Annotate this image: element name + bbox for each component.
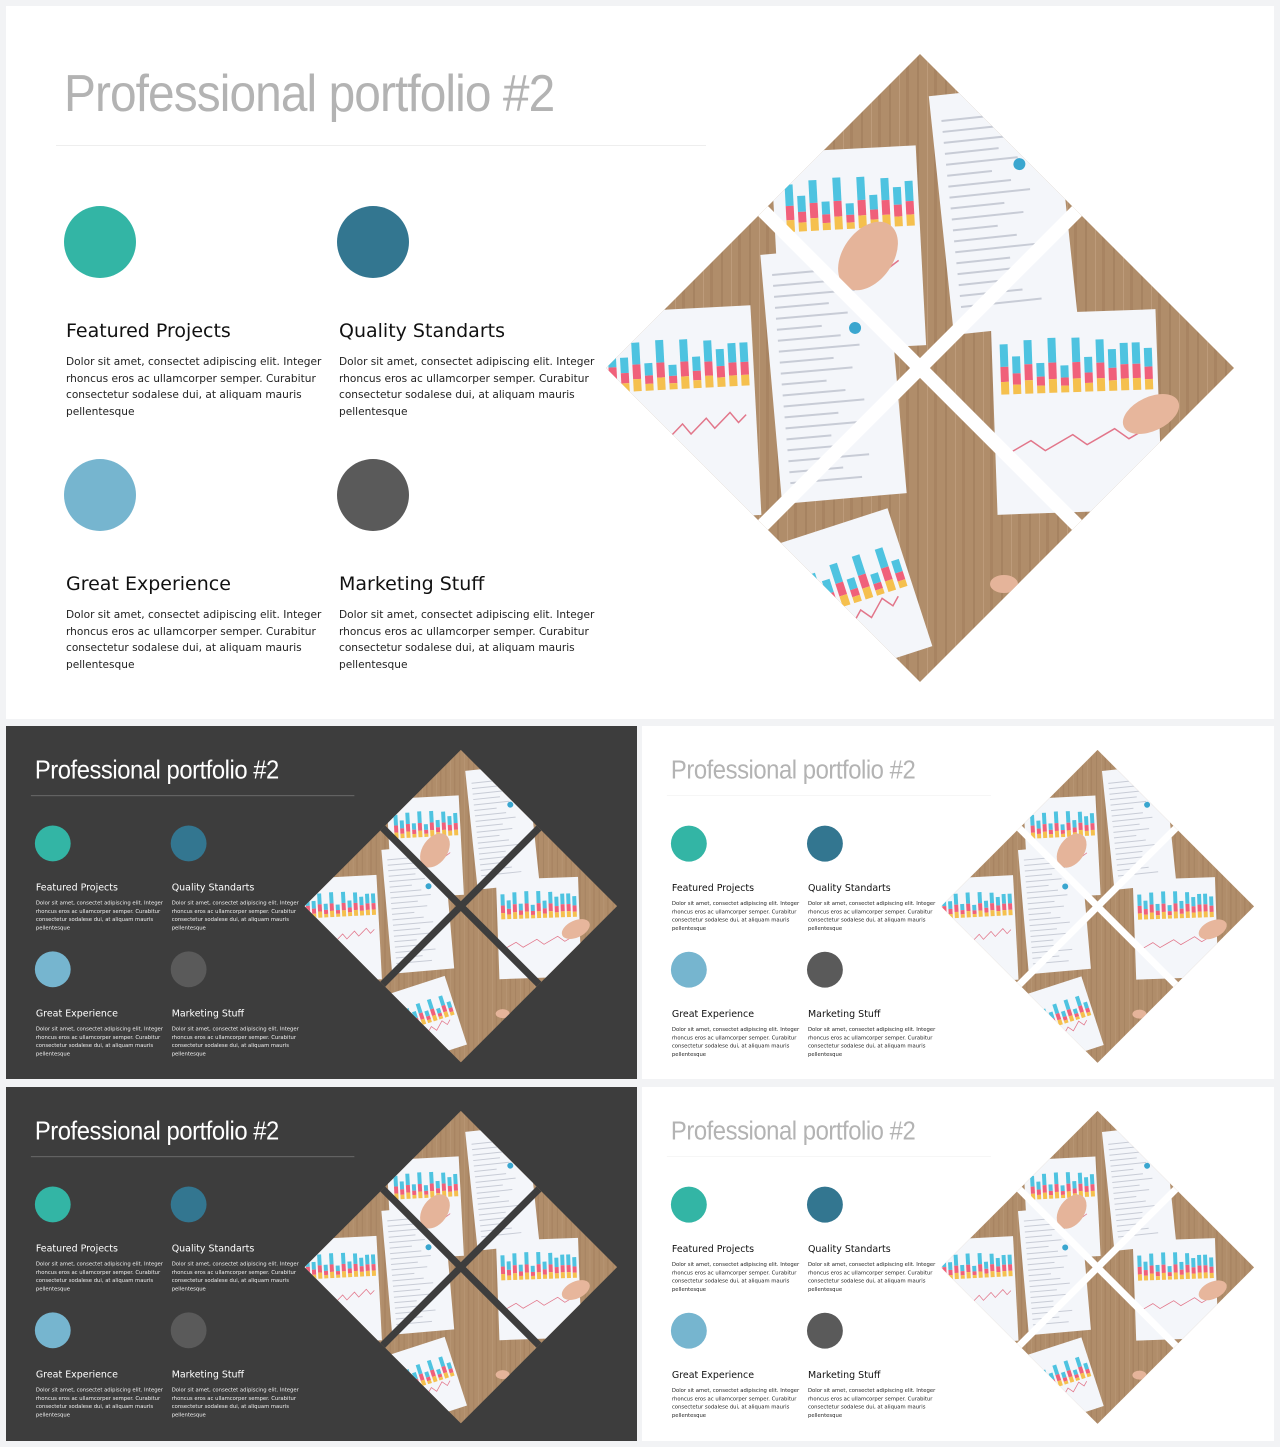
feature-featured-projects [64, 206, 324, 420]
feature-great-experience [671, 952, 801, 1059]
feature-text: Dolor sit amet, consectet adipiscing elit. Integer rhoncus eros ac ullamcorper semper. Curabitur consectetur sodalese dui, at aliquam mauris pellentesque [35, 1387, 163, 1418]
business-report-photo-mosaic-icon [941, 750, 1254, 1063]
feature-text: Dolor sit amet, consectet adipiscing elit. Integer rhoncus eros ac ullamcorper semper. Curabitur consectetur sodalese dui, at aliquam mauris pellentesque [35, 1026, 163, 1057]
feature-featured-projects [35, 826, 164, 933]
business-report-photo-mosaic-icon [941, 1111, 1254, 1424]
feature-title: Quality Standarts [171, 882, 255, 894]
steel-blue-circle-icon [807, 826, 843, 862]
feature-featured-projects [671, 826, 801, 933]
feature-title: Featured Projects [35, 1243, 118, 1255]
teal-circle-icon [35, 826, 71, 862]
slide-thumbnail-2[interactable] [6, 726, 637, 1079]
feature-marketing-stuff [807, 952, 937, 1059]
feature-title: Marketing Stuff [807, 1369, 881, 1381]
slide-title: Professional portfolio #2 [34, 755, 279, 785]
feature-quality-standarts [807, 826, 937, 933]
feature-featured-projects [671, 1187, 801, 1294]
feature-text: Dolor sit amet, consectet adipiscing elit. Integer rhoncus eros ac ullamcorper semper. Curabitur consectetur sodalese dui, at aliquam mauris pellentesque [807, 1261, 936, 1293]
teal-circle-icon [35, 1187, 71, 1223]
feature-title: Quality Standarts [807, 1243, 891, 1255]
feature-great-experience [35, 951, 164, 1058]
feature-title: Great Experience [66, 573, 231, 595]
slide-thumbnail-3[interactable] [642, 726, 1274, 1079]
feature-text: Dolor sit amet, consectet adipiscing elit. Integer rhoncus eros ac ullamcorper semper. Curabitur consectetur sodalese dui, at aliquam mauris pellentesque [807, 900, 936, 932]
feature-marketing-stuff [171, 951, 300, 1058]
feature-featured-projects [35, 1187, 164, 1294]
feature-great-experience [64, 459, 324, 673]
light-blue-circle-icon [64, 459, 136, 531]
gray-circle-icon [807, 952, 843, 988]
feature-text: Dolor sit amet, consectet adipiscing elit. Integer rhoncus eros ac ullamcorper semper. Curabitur consectetur sodalese dui, at aliquam mauris pellentesque [807, 1026, 936, 1058]
feature-text: Dolor sit amet, consectet adipiscing elit. Integer rhoncus eros ac ullamcorper semper. Curabitur consectetur sodalese dui, at aliquam mauris pellentesque [35, 900, 163, 931]
feature-text: Dolor sit amet, consectet adipiscing elit. Integer rhoncus eros ac ullamcorper semper. Curabitur consectetur sodalese dui, at aliquam mauris pellentesque [171, 1261, 299, 1292]
feature-title: Marketing Stuff [339, 573, 485, 595]
light-blue-circle-icon [35, 951, 71, 987]
feature-title: Featured Projects [66, 320, 231, 342]
feature-title: Quality Standarts [171, 1243, 255, 1255]
feature-title: Great Experience [35, 1369, 118, 1381]
feature-title: Marketing Stuff [171, 1369, 245, 1381]
light-blue-circle-icon [671, 1313, 707, 1349]
light-blue-circle-icon [35, 1312, 71, 1348]
feature-text: Dolor sit amet, consectet adipiscing elit. Integer rhoncus eros ac ullamcorper semper. Curabitur consectetur sodalese dui, at aliquam mauris pellentesque [671, 900, 800, 932]
feature-text: Dolor sit amet, consectet adipiscing elit. Integer rhoncus eros ac ullamcorper semper. Curabitur consectetur sodalese dui, at aliquam mauris pellentesque [671, 1261, 800, 1293]
steel-blue-circle-icon [807, 1187, 843, 1223]
slide-thumbnail-4[interactable] [6, 1087, 637, 1441]
feature-quality-standarts [171, 1187, 300, 1294]
feature-quality-standarts [171, 826, 300, 933]
feature-text: Dolor sit amet, consectet adipiscing elit. Integer rhoncus eros ac ullamcorper semper. Curabitur consectetur sodalese dui, at aliquam mauris pellentesque [171, 1026, 299, 1057]
feature-text: Dolor sit amet, consectet adipiscing elit. Integer rhoncus eros ac ullamcorper semper. Curabitur consectetur sodalese dui, at aliquam mauris pellentesque [671, 1387, 800, 1419]
feature-title: Great Experience [671, 1369, 755, 1381]
feature-title: Featured Projects [35, 882, 118, 894]
gray-circle-icon [171, 951, 207, 987]
feature-text: Dolor sit amet, consectet adipiscing elit. Integer rhoncus eros ac ullamcorper semper. Curabitur consectetur sodalese dui, at aliquam mauris pellentesque [171, 1387, 299, 1418]
feature-marketing-stuff [171, 1312, 300, 1419]
slide-title: Professional portfolio #2 [670, 1116, 916, 1146]
feature-marketing-stuff [807, 1313, 937, 1420]
slide-title: Professional portfolio #2 [64, 65, 555, 123]
feature-title: Quality Standarts [807, 882, 891, 894]
feature-great-experience [671, 1313, 801, 1420]
feature-great-experience [35, 1312, 164, 1419]
feature-text: Dolor sit amet, consectet adipiscing elit. Integer rhoncus eros ac ullamcorper semper. Curabitur consectetur sodalese dui, at aliquam mauris pellentesque [671, 1026, 800, 1058]
steel-blue-circle-icon [171, 1187, 207, 1223]
feature-quality-standarts [807, 1187, 937, 1294]
gray-circle-icon [807, 1313, 843, 1349]
feature-text: Dolor sit amet, consectet adipiscing elit. Integer rhoncus eros ac ullamcorper semper. Curabitur consectetur sodalese dui, at aliquam mauris pellentesque [339, 356, 595, 418]
feature-marketing-stuff [337, 459, 597, 673]
feature-title: Featured Projects [671, 1243, 755, 1255]
slide-title: Professional portfolio #2 [34, 1116, 279, 1146]
gray-circle-icon [337, 459, 409, 531]
business-report-photo-mosaic-icon [305, 750, 618, 1063]
steel-blue-circle-icon [337, 206, 409, 278]
feature-title: Marketing Stuff [171, 1008, 245, 1020]
feature-title: Great Experience [35, 1008, 118, 1020]
feature-text: Dolor sit amet, consectet adipiscing elit. Integer rhoncus eros ac ullamcorper semper. Curabitur consectetur sodalese dui, at aliquam mauris pellentesque [35, 1261, 163, 1292]
teal-circle-icon [64, 206, 136, 278]
gray-circle-icon [171, 1312, 207, 1348]
feature-title: Marketing Stuff [807, 1008, 881, 1020]
feature-title: Quality Standarts [339, 320, 505, 342]
feature-text: Dolor sit amet, consectet adipiscing elit. Integer rhoncus eros ac ullamcorper semper. Curabitur consectetur sodalese dui, at aliquam mauris pellentesque [66, 356, 322, 418]
feature-quality-standarts [337, 206, 597, 420]
slide-title: Professional portfolio #2 [670, 755, 916, 785]
teal-circle-icon [671, 1187, 707, 1223]
feature-title: Great Experience [671, 1008, 755, 1020]
light-blue-circle-icon [671, 952, 707, 988]
business-report-photo-mosaic-icon [305, 1111, 618, 1424]
business-report-photo-mosaic-icon [606, 54, 1234, 682]
feature-text: Dolor sit amet, consectet adipiscing elit. Integer rhoncus eros ac ullamcorper semper. Curabitur consectetur sodalese dui, at aliquam mauris pellentesque [339, 609, 595, 671]
feature-title: Featured Projects [671, 882, 755, 894]
slide-thumbnail-1 [6, 6, 1274, 719]
feature-text: Dolor sit amet, consectet adipiscing elit. Integer rhoncus eros ac ullamcorper semper. Curabitur consectetur sodalese dui, at aliquam mauris pellentesque [66, 609, 322, 671]
feature-text: Dolor sit amet, consectet adipiscing elit. Integer rhoncus eros ac ullamcorper semper. Curabitur consectetur sodalese dui, at aliquam mauris pellentesque [807, 1387, 936, 1419]
teal-circle-icon [671, 826, 707, 862]
steel-blue-circle-icon [171, 826, 207, 862]
feature-text: Dolor sit amet, consectet adipiscing elit. Integer rhoncus eros ac ullamcorper semper. Curabitur consectetur sodalese dui, at aliquam mauris pellentesque [171, 900, 299, 931]
slide-thumbnail-5[interactable] [642, 1087, 1274, 1441]
